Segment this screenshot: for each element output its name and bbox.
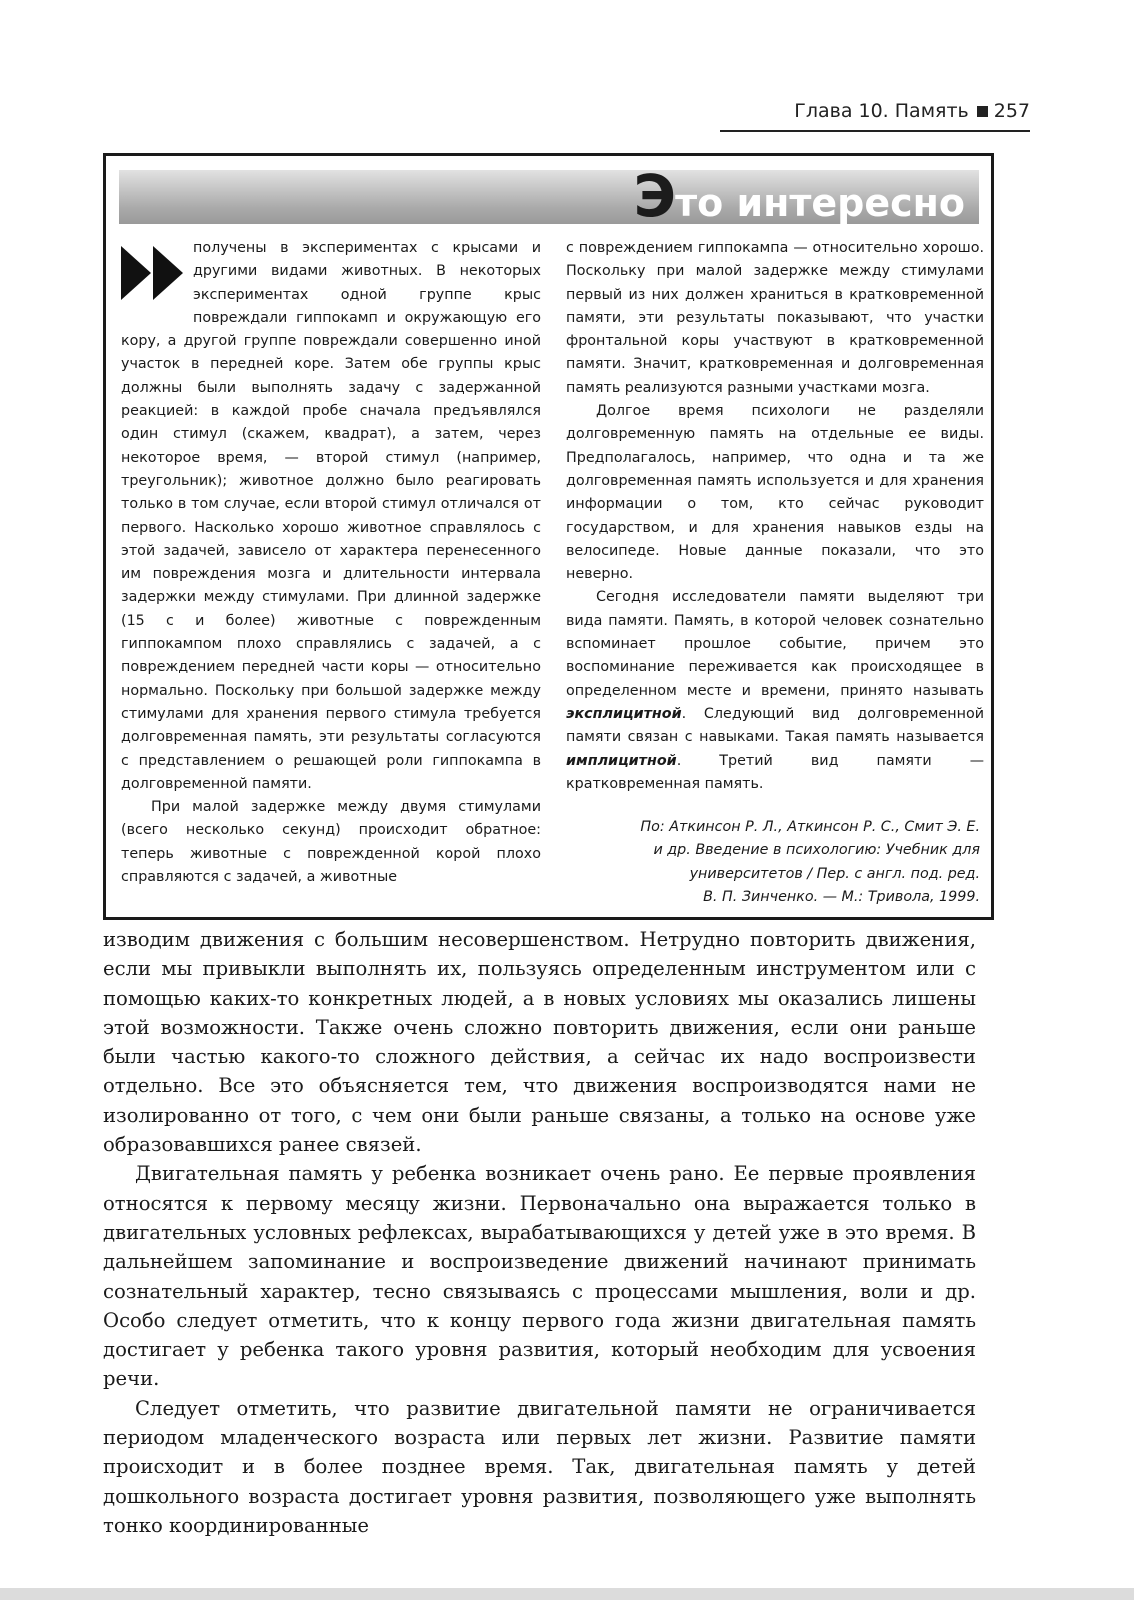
square-bullet-icon	[977, 106, 988, 117]
sidebar-paragraph: При малой задержке между двумя стимулами (всего несколько секунд) происходит обратное: теперь животные с поврежденной корой плохо справляются с задачей, а животные	[121, 799, 541, 886]
sidebar-title-cap: Э	[633, 162, 676, 230]
page-number: 257	[993, 100, 1030, 122]
source-citation	[566, 816, 984, 909]
sidebar-title-rest: то интересно	[675, 181, 965, 225]
source-line: и др. Введение в психологию: Учебник для	[653, 842, 980, 859]
sidebar-title	[634, 162, 965, 230]
paragraph-text: Сегодня исследователи памяти выделяют три вида памяти. Память, в которой человек сознательно вспоминает прошлое событие, причем это воспоминание переживается как происходящее в определенном месте и времени, принято называть	[566, 589, 984, 699]
sidebar-paragraph: с повреждением гиппокампа — относительно хорошо. Поскольку при малой задержке между стимулами первый из них должен храниться в кратковременной памяти, эти результаты показывают, что участки фронтальной коры участвуют в кратковременной памяти. Значит, кратковременная и долговременная память реализуются разными участками мозга.	[566, 240, 984, 396]
running-head	[720, 94, 1030, 132]
sidebar-paragraph	[566, 586, 984, 796]
source-line: университетов / Пер. с англ. под. ред.	[689, 865, 980, 882]
source-line: В. П. Зинченко. — М.: Тривола, 1999.	[703, 889, 980, 906]
sidebar-paragraph: Долгое время психологи не разделяли долговременную память на отдельные ее виды. Предполагалось, например, что одна и та же долговременная память используется и для хранения информации о том, кто сейчас руководит государством, и для хранения навыков езды на велосипеде. Новые данные показали, что это неверно.	[566, 403, 984, 583]
sidebar-banner	[119, 162, 979, 230]
sidebar-right-column	[566, 237, 984, 909]
sidebar-box	[103, 153, 994, 920]
sidebar-left-column	[121, 237, 541, 889]
paragraph-text: . Третий вид памяти — кратковременная память.	[566, 752, 984, 792]
chapter-title: Глава 10. Память	[794, 100, 969, 122]
term-implicit: имплицитной	[566, 752, 677, 769]
double-arrow-icon	[121, 238, 187, 308]
main-body-text	[103, 925, 976, 1540]
source-line: По: Аткинсон Р. Л., Аткинсон Р. С., Смит Э. Е.	[640, 819, 980, 836]
sidebar-paragraph: получены в экспериментах с крысами и другими видами животных. В некоторых экспериментах одной группе крыс повреждали гиппокамп и окружающую его кору, а другой группе повреждали совершенно иной участок в передней коре. Затем обе группы крыс должны были выполнять задачу с задержанной реакцией: в каждой пробе сначала предъявлялся один стимул (скажем, квадрат), а затем, через некоторое время, — второй стимул (например, треугольник); животное должно было реагировать только в том случае, если второй стимул отличался от первого. Насколько хорошо животное справлялось с этой задачей, зависело от характера перенесенного им повреждения мозга и длительности интервала задержки между стимулами. При длинной задержке (15 с и более) животные с поврежденным гиппокампом плохо справлялись с задачей, а с повреждением передней части коры — относительно нормально. Поскольку при большой задержке между стимулами для хранения первого стимула требуется долговременная память, эти результаты согласуются с представлением о решающей роли гиппокампа в долговременной памяти.	[121, 240, 541, 792]
term-explicit: эксплицитной	[566, 705, 682, 722]
body-paragraph: изводим движения с большим несовершенством. Нетрудно повторить движения, если мы привыкли выполнять их, пользуясь определенным инструментом или с помощью каких-то конкретных людей, а в новых условиях мы оказались лишены этой возможности. Также очень сложно повторить движения, если они раньше были частью какого-то сложного действия, а сейчас их надо воспроизвести отдельно. Все это объясняется тем, что движения воспроизводятся нами не изолированно от того, с чем они были раньше связаны, а только на основе уже образовавшихся ранее связей.	[103, 928, 976, 1157]
paragraph-text: . Следующий вид долговременной памяти связан с навыками. Такая память называется	[566, 705, 984, 746]
body-paragraph: Двигательная память у ребенка возникает очень рано. Ее первые проявления относятся к первому месяцу жизни. Первоначально она выражается только в двигательных условных рефлексах, вырабатывающихся у детей уже в это время. В дальнейшем запоминание и воспроизведение движений начинают принимать сознательный характер, тесно связываясь с процессами мышления, воли и др. Особо следует отметить, что к концу первого года жизни двигательная память достигает у ребенка такого уровня развития, который необходим для усвоения речи.	[103, 1162, 976, 1391]
body-paragraph: Следует отметить, что развитие двигательной памяти не ограничивается периодом младенческого возраста или первых лет жизни. Развитие памяти происходит и в более позднее время. Так, двигательная память у детей дошкольного возраста достигает уровня развития, позволяющего уже выполнять тонко координированные	[103, 1396, 976, 1537]
page-bottom-edge	[0, 1588, 1134, 1600]
